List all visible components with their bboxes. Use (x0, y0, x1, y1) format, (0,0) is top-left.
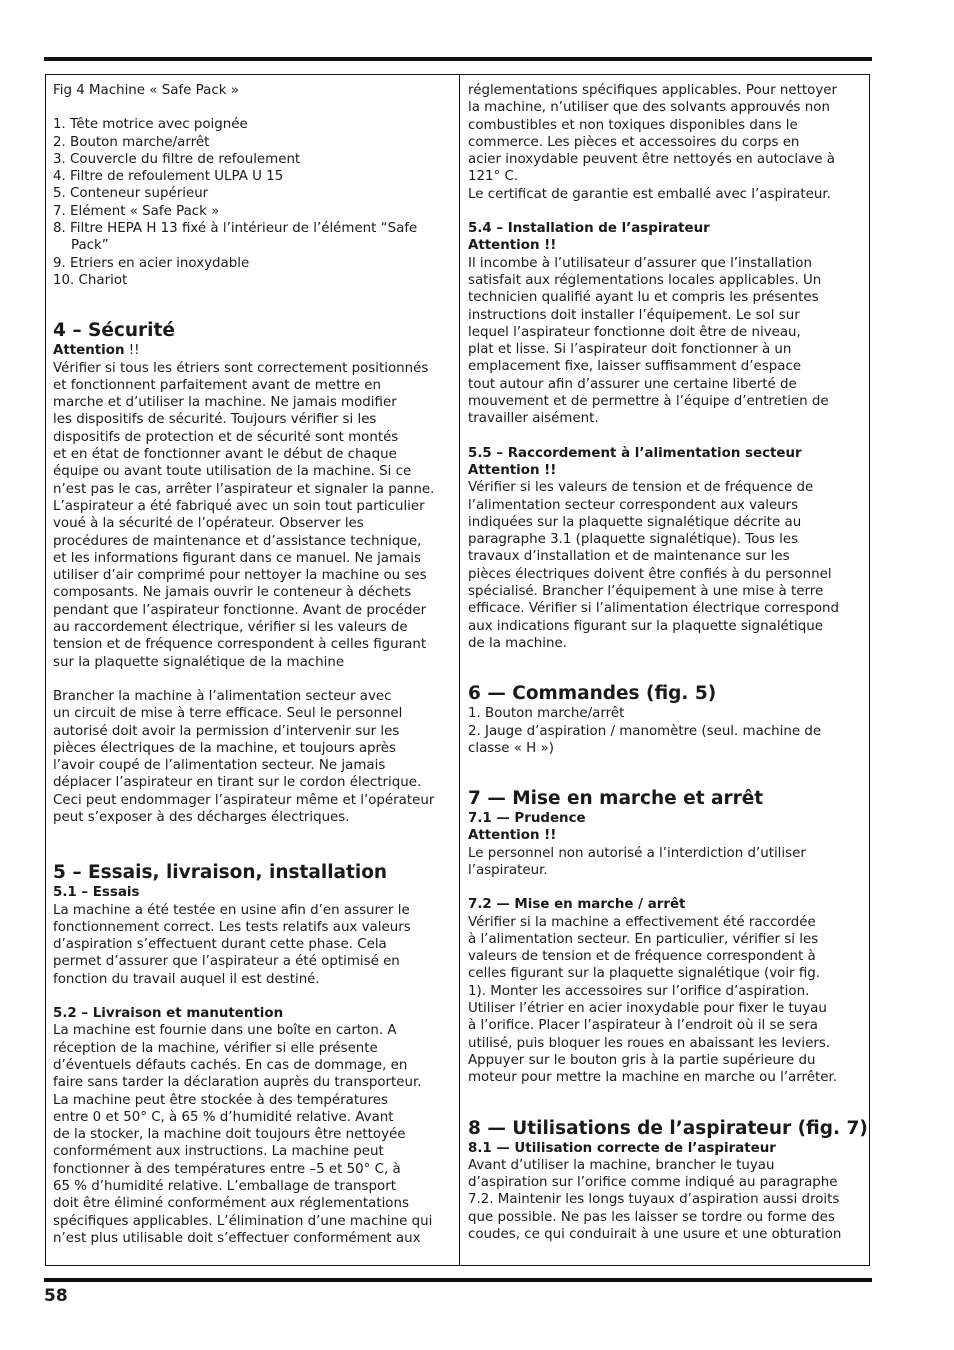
text-line: travailler aisément. (468, 411, 599, 427)
text-line: Appuyer sur le bouton gris à la partie supérieure du (468, 1052, 816, 1068)
text-line: Vérifier si les valeurs de tension et de fréquence de (468, 480, 814, 496)
section-8-1-paragraph (468, 1157, 862, 1243)
section-5-5-paragraph (468, 479, 862, 652)
text-line: 121° C. (468, 169, 519, 185)
text-line: et fonctionnent parfaitement avant de mettre en (53, 377, 382, 393)
text-line: Il incombe à l’utilisateur d’assurer que l’installation (468, 255, 812, 271)
attention-label: Attention !! (468, 462, 557, 478)
text-line: conformément aux instructions. La machine peut (53, 1144, 384, 1160)
section-7-1-heading: 7.1 — Prudence (468, 811, 586, 827)
list-item: 9. Etriers en acier inoxydable (53, 255, 250, 271)
section-5-2-paragraph (53, 1022, 453, 1247)
text-line: les dispositifs de sécurité. Toujours vérifier si les (53, 412, 377, 428)
text-line: technicien qualifié ayant lu et compris les présentes (468, 290, 819, 306)
page-number: 58 (44, 1286, 68, 1306)
attention-label (53, 342, 453, 359)
text-line: commerce. Les pièces et accessoires du corps en (468, 134, 800, 150)
text-line: voué à la sécurité de l’opérateur. Observer les (53, 516, 364, 532)
text-line: mouvement et de permettre à l’équipe d’entretien de (468, 394, 829, 410)
continued-paragraph (468, 82, 862, 203)
attention-bold: Attention (53, 343, 125, 359)
list-item: Pack” (71, 238, 109, 254)
text-line: celles figurant sur la plaquette signalétique (voir fig. (468, 966, 821, 982)
list-item: 8. Filtre HEPA H 13 fixé à l’intérieur de l’élément “Safe (53, 221, 418, 237)
text-line: pièces électriques de la machine, et toujours après (53, 740, 396, 756)
text-line: de la machine. (468, 635, 567, 651)
attention-marks: !! (124, 343, 140, 359)
attention-label: Attention !! (468, 238, 557, 254)
text-line: Vérifier si tous les étriers sont correctement positionnés (53, 360, 429, 376)
text-line: valeurs de tension et de fréquence correspondent à (468, 949, 816, 965)
section-4-paragraph-1 (53, 360, 453, 671)
section-7-2-paragraph (468, 914, 862, 1087)
text-line: spécialisé. Brancher l’équipement à une mise à terre (468, 584, 824, 600)
text-line: d’aspiration sur l’orifice comme indiqué au paragraphe (468, 1175, 838, 1191)
text-line: Le certificat de garantie est emballé avec l’aspirateur. (468, 186, 831, 202)
text-line: doit être éliminé conformément aux réglementations (53, 1196, 409, 1212)
text-line: déplacer l’aspirateur en tirant sur le cordon électrique. (53, 775, 422, 791)
text-line: l’aspirateur. (468, 862, 548, 878)
right-column (468, 82, 868, 1243)
text-line: Brancher la machine à l’alimentation secteur avec (53, 688, 392, 704)
text-line: travaux d’installation et de maintenance sur les (468, 549, 790, 565)
text-line: tension et de fréquence correspondent à celles figurant (53, 637, 427, 653)
text-line: dispositifs de protection et de sécurité sont montés (53, 429, 399, 445)
text-line: L’aspirateur a été fabriqué avec un soin tout particulier (53, 498, 425, 514)
text-line: lequel l’aspirateur fonctionne doit être de niveau, (468, 324, 801, 340)
section-7-heading: 7 — Mise en marche et arrêt (468, 788, 764, 810)
text-line: 7.2. Maintenir les longs tuyaux d’aspiration aussi droits (468, 1192, 840, 1208)
text-line: que possible. Ne pas les laisser se tordre ou forme des (468, 1209, 835, 1225)
text-line: Avant d’utiliser la machine, brancher le tuyau (468, 1157, 775, 1173)
section-8-heading: 8 — Utilisations de l’aspirateur (fig. 7) (468, 1117, 868, 1139)
list-item: 4. Filtre de refoulement ULPA U 15 (53, 169, 284, 185)
column-divider (459, 74, 460, 1266)
section-8-1-heading: 8.1 — Utilisation correcte de l’aspirateur (468, 1140, 776, 1156)
text-line: d’éventuels défauts cachés. En cas de dommage, en (53, 1057, 408, 1073)
top-rule (44, 57, 872, 61)
text-line: n’est plus utilisable doit s’effectuer conformément aux (53, 1230, 421, 1246)
parts-list (53, 116, 453, 289)
text-line: paragraphe 3.1 (plaquette signalétique). Tous les (468, 532, 799, 548)
text-line: autorisé doit avoir la permission d’intervenir sur les (53, 723, 400, 739)
list-item: 1. Tête motrice avec poignée (53, 117, 248, 133)
list-item: 2. Bouton marche/arrêt (53, 134, 210, 150)
text-line: pièces électriques doivent être confiés à du personnel (468, 566, 832, 582)
list-item: 7. Elément « Safe Pack » (53, 203, 220, 219)
text-line: Ceci peut endommager l’aspirateur même et l’opérateur (53, 792, 435, 808)
attention-label: Attention !! (468, 828, 557, 844)
text-line: fonctionner à des températures entre –5 et 50° C, à (53, 1161, 401, 1177)
text-line: composants. Ne jamais ouvrir le conteneur à déchets (53, 585, 412, 601)
text-line: Utiliser l’étrier en acier inoxydable pour fixer le tuyau (468, 1001, 827, 1017)
text-line: 2. Jauge d’aspiration / manomètre (seul. machine de (468, 723, 822, 739)
list-item: 5. Conteneur supérieur (53, 186, 209, 202)
text-line: emplacement fixe, laisser suffisamment d’espace (468, 359, 802, 375)
text-line: fonction du travail auquel il est destiné. (53, 971, 320, 987)
text-line: acier inoxydable peuvent être nettoyés en autoclave à (468, 152, 835, 168)
text-line: équipe ou avant toute utilisation de la machine. Si ce (53, 464, 412, 480)
text-line: satisfait aux réglementations locales applicables. Un (468, 272, 822, 288)
text-line: au raccordement électrique, vérifier si les valeurs de (53, 620, 408, 636)
text-line: n’est pas le cas, arrêter l’aspirateur et signaler la panne. (53, 481, 435, 497)
text-line: La machine peut être stockée à des températures (53, 1092, 389, 1108)
text-line: spécifiques applicables. L’élimination d’une machine qui (53, 1213, 433, 1229)
text-line: efficace. Vérifier si l’alimentation électrique correspond (468, 601, 840, 617)
text-line: procédures de maintenance et d’assistance technique, (53, 533, 422, 549)
text-line: combustibles et non toxiques disponibles dans le (468, 117, 798, 133)
text-line: d’aspiration s’effectuent durant cette phase. Cela (53, 937, 387, 953)
text-line: plat et lisse. Si l’aspirateur doit fonctionner à un (468, 342, 792, 358)
bottom-rule (44, 1278, 872, 1282)
text-line: sur la plaquette signalétique de la machine (53, 654, 345, 670)
text-line: marche et d’utiliser la machine. Ne jamais modifier (53, 395, 397, 411)
text-line: et en état de fonctionner avant le début de chaque (53, 447, 397, 463)
text-line: aux indications figurant sur la plaquette signalétique (468, 618, 823, 634)
list-item: 3. Couvercle du filtre de refoulement (53, 151, 301, 167)
text-line: utiliser d’air comprimé pour nettoyer la machine ou ses (53, 568, 427, 584)
figure-caption: Fig 4 Machine « Safe Pack » (53, 83, 239, 98)
section-5-1-heading: 5.1 – Essais (53, 885, 140, 901)
left-column (53, 82, 453, 1247)
text-line: à l’orifice. Placer l’aspirateur à l’endroit où il se sera (468, 1018, 818, 1034)
text-line: coudes, ce qui conduirait à une usure et une obturation (468, 1227, 842, 1243)
text-line: peut s’exposer à des décharges électriques. (53, 809, 350, 825)
text-line: Le personnel non autorisé a l’interdiction d’utiliser (468, 845, 806, 861)
text-line: 1). Monter les accessoires sur l’orifice d’aspiration. (468, 983, 810, 999)
section-5-2-heading: 5.2 – Livraison et manutention (53, 1006, 284, 1022)
section-4-paragraph-2 (53, 688, 453, 826)
section-5-4-paragraph (468, 255, 862, 428)
section-6-list (468, 705, 862, 757)
text-line: l’alimentation secteur correspondent aux valeurs (468, 497, 799, 513)
text-line: permet d’assurer que l’aspirateur a été optimisé en (53, 954, 400, 970)
section-5-4-heading: 5.4 – Installation de l’aspirateur (468, 221, 710, 237)
text-line: l’avoir coupé de l’alimentation secteur. Ne jamais (53, 758, 386, 774)
list-item: 10. Chariot (53, 272, 128, 288)
section-5-5-heading: 5.5 – Raccordement à l’alimentation secteur (468, 445, 802, 461)
section-6-heading: 6 — Commandes (fig. 5) (468, 683, 717, 705)
text-line: 1. Bouton marche/arrêt (468, 706, 625, 722)
text-line: la machine, n’utiliser que des solvants approuvés non (468, 100, 830, 116)
text-line: pendant que l’aspirateur fonctionne. Avant de procéder (53, 602, 427, 618)
text-line: La machine est fournie dans une boîte en carton. A (53, 1023, 397, 1039)
text-line: faire sans tarder la déclaration auprès du transporteur. (53, 1075, 422, 1091)
text-line: réception de la machine, vérifier si elle présente (53, 1040, 378, 1056)
text-line: La machine a été testée en usine afin d’en assurer le (53, 902, 410, 918)
text-line: moteur pour mettre la machine en marche ou l’arrêter. (468, 1070, 838, 1086)
section-4-heading: 4 – Sécurité (53, 320, 175, 342)
section-7-1-paragraph (468, 845, 862, 880)
text-line: utilisé, puis bloquer les roues en abaissant les leviers. (468, 1035, 831, 1051)
text-line: Vérifier si la machine a effectivement été raccordée (468, 914, 816, 930)
text-line: tout autour afin d’assurer une certaine liberté de (468, 376, 797, 392)
text-line: de la stocker, la machine doit toujours être nettoyée (53, 1127, 406, 1143)
text-line: entre 0 et 50° C, à 65 % d’humidité relative. Avant (53, 1109, 394, 1125)
text-line: et les informations figurant dans ce manuel. Ne jamais (53, 550, 421, 566)
text-line: un circuit de mise à terre efficace. Seul le personnel (53, 706, 403, 722)
text-line: instructions doit installer l’équipement. Le sol sur (468, 307, 800, 323)
text-line: 65 % d’humidité relative. L’emballage de transport (53, 1179, 396, 1195)
text-line: indiquées sur la plaquette signalétique décrite au (468, 514, 802, 530)
section-5-1-paragraph (53, 902, 453, 988)
text-line: à l’alimentation secteur. En particulier, vérifier si les (468, 931, 819, 947)
text-line: réglementations spécifiques applicables. Pour nettoyer (468, 83, 837, 98)
section-7-2-heading: 7.2 — Mise en marche / arrêt (468, 897, 686, 913)
text-line: fonctionnement correct. Les tests relatifs aux valeurs (53, 919, 411, 935)
text-line: classe « H ») (468, 740, 554, 756)
section-5-heading: 5 – Essais, livraison, installation (53, 862, 388, 884)
